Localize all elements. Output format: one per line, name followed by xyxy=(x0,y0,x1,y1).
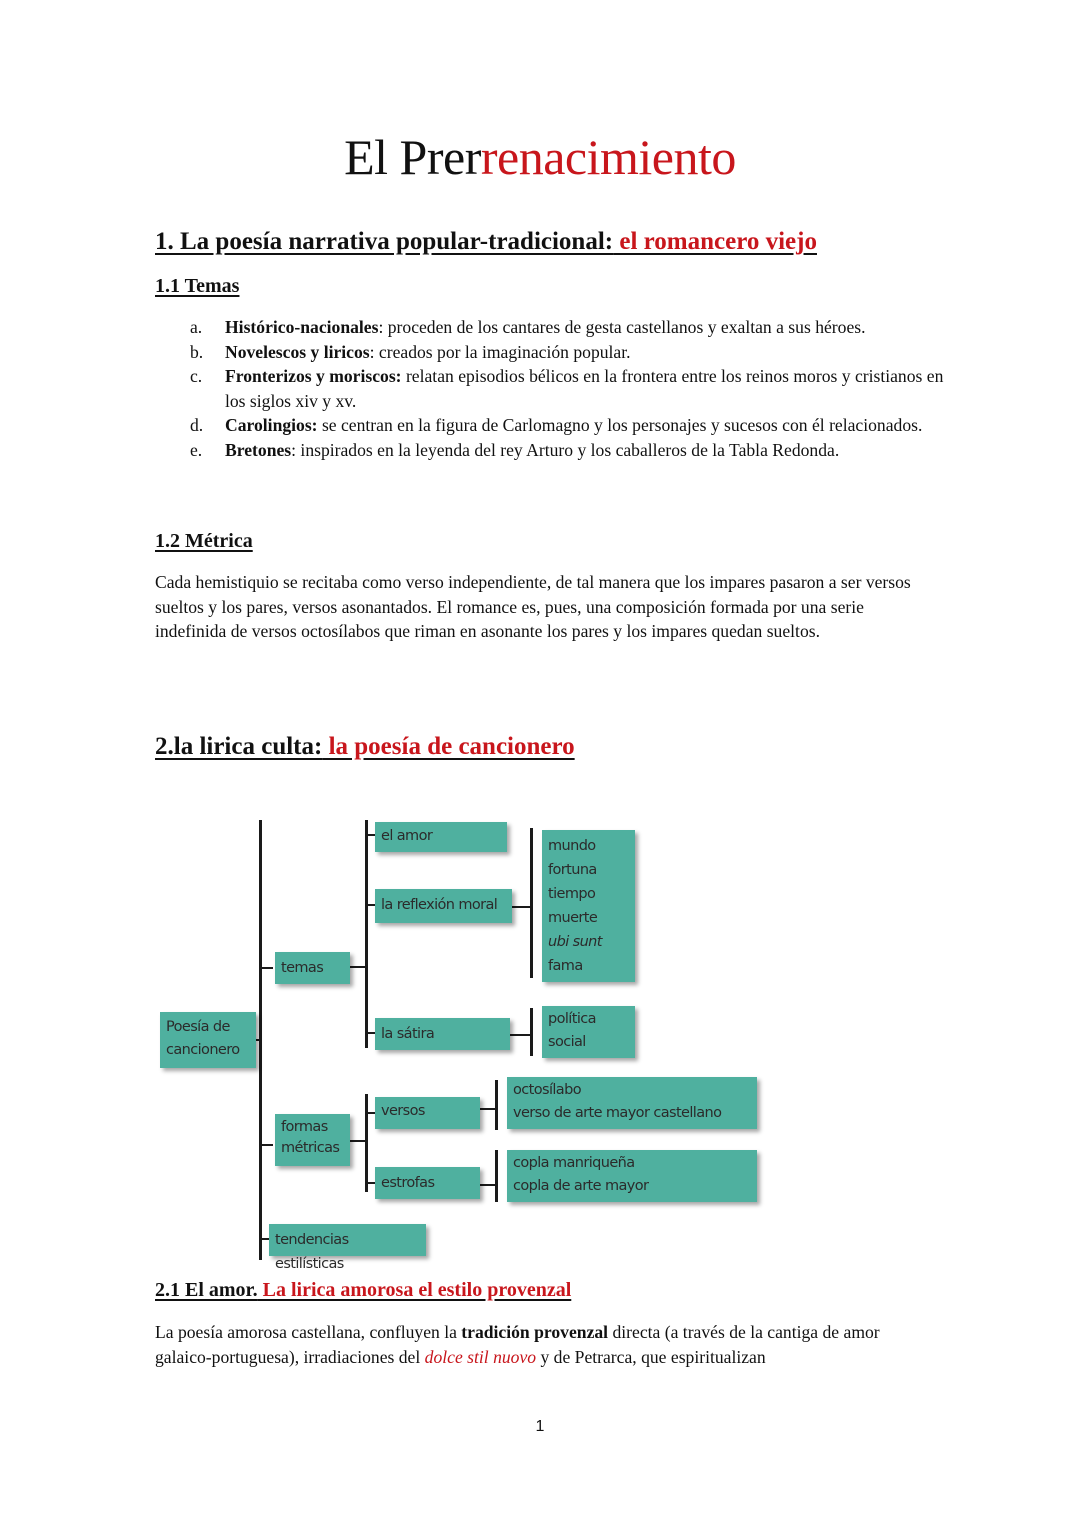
connector-line xyxy=(365,1032,375,1034)
diagram-item: política xyxy=(548,1011,596,1027)
connector-line xyxy=(350,1140,366,1142)
section-2-heading-black: 2.la lirica culta: xyxy=(155,733,323,760)
title-part-black: El Prer xyxy=(344,129,481,185)
subsection-amor-heading xyxy=(155,1279,571,1302)
diagram-item: fama xyxy=(548,958,583,974)
diagram-box-tendencias: tendencias estilísticas xyxy=(269,1224,426,1256)
list-item xyxy=(190,340,950,365)
diagram-box-reflexion-items xyxy=(542,830,635,982)
list-item xyxy=(190,438,950,463)
diagram-item: ubi sunt xyxy=(548,934,602,950)
amor-text: La poesía amorosa castellana, confluyen la xyxy=(155,1322,462,1342)
diagram-box-versos-items xyxy=(507,1077,757,1129)
diagram-box-temas: temas xyxy=(275,952,350,984)
amor-text-italic: dolce stil nuovo xyxy=(424,1346,537,1367)
list-item-text: se centran en la figura de Carlomagno y los personajes y sucesos con él relacionados. xyxy=(317,415,923,435)
page-title xyxy=(0,128,1080,186)
connector-line xyxy=(365,834,375,836)
connector-line xyxy=(510,1034,530,1036)
diagram-item: tiempo xyxy=(548,886,596,902)
list-item-text: : proceden de los cantares de gesta castellanos y exaltan a sus héroes. xyxy=(378,317,866,337)
diagram-box-reflexion-moral: la reflexión moral xyxy=(375,889,512,923)
diagram-formas-line2: métricas xyxy=(281,1140,340,1156)
connector-line xyxy=(480,1184,495,1186)
title-part-red: renacimiento xyxy=(480,129,736,185)
diagram-item: verso de arte mayor castellano xyxy=(513,1105,722,1121)
amor-text-bold: tradición provenzal xyxy=(461,1322,609,1342)
connector-line xyxy=(365,1112,375,1114)
list-marker: e. xyxy=(190,439,203,460)
diagram-root-line2: cancionero xyxy=(166,1042,240,1058)
section-1-heading-black: 1. La poesía narrativa popular-tradicional: xyxy=(155,228,614,255)
section-1-heading-red: el romancero viejo xyxy=(613,228,817,255)
list-item-text: relatan episodios bélicos en la frontera entre los reinos moros y cristianos en los siglos xiv y xv. xyxy=(225,366,944,411)
connector-line xyxy=(261,1144,273,1146)
diagram-box-formas-metricas xyxy=(275,1114,350,1166)
diagram-box-estrofas: estrofas xyxy=(375,1167,480,1199)
connector-line xyxy=(261,967,273,969)
diagram-item: fortuna xyxy=(548,862,597,878)
diagram-item: copla de arte mayor xyxy=(513,1178,649,1194)
list-item-text: : inspirados en la leyenda del rey Arturo y los caballeros de la Tabla Redonda. xyxy=(291,439,840,460)
list-item-term: Fronterizos y moriscos: xyxy=(225,366,402,386)
cancionero-diagram xyxy=(155,812,775,1272)
list-item xyxy=(190,315,950,340)
list-item xyxy=(190,413,950,438)
connector-line xyxy=(365,1094,368,1192)
list-marker: a. xyxy=(190,317,203,337)
list-item-term: Novelescos y liricos xyxy=(225,341,370,362)
temas-list xyxy=(190,315,950,462)
list-marker: d. xyxy=(190,415,204,435)
connector-line xyxy=(350,966,366,968)
diagram-box-el-amor: el amor xyxy=(375,822,507,852)
connector-line xyxy=(365,820,368,1048)
diagram-root-line1: Poesía de xyxy=(166,1019,230,1035)
list-item-text: : creados por la imaginación popular. xyxy=(369,341,631,362)
list-item xyxy=(190,364,950,413)
list-item-term: Histórico-nacionales xyxy=(225,317,379,337)
connector-line xyxy=(365,1182,375,1184)
amor-text: y de Petrarca, que espiritualizan xyxy=(536,1346,766,1367)
subsection-temas-heading: 1.1 Temas xyxy=(155,275,240,297)
connector-line xyxy=(480,1108,495,1110)
amor-paragraph xyxy=(155,1320,925,1369)
amor-text: directa (a través de la cantiga de amor galaico-portuguesa), irradiaciones del xyxy=(155,1322,880,1367)
connector-line xyxy=(495,1150,498,1202)
connector-line xyxy=(530,828,533,978)
connector-line xyxy=(365,904,375,906)
diagram-box-estrofas-items xyxy=(507,1150,757,1202)
diagram-box-versos: versos xyxy=(375,1097,480,1129)
diagram-item: octosílabo xyxy=(513,1082,581,1098)
diagram-item: copla manriqueña xyxy=(513,1155,635,1171)
subsection-amor-heading-black: 2.1 El amor. xyxy=(155,1279,258,1301)
metrica-paragraph: Cada hemistiquio se recitaba como verso independiente, de tal manera que los impares pasaron a ser versos sueltos y los pares, versos asonantados. El romance es, pues, una composición formada por una serie indefinida de versos octosílabos que riman en asonante los pares y los impares quedan sueltos. xyxy=(155,572,911,641)
list-marker: c. xyxy=(190,366,203,386)
diagram-item: muerte xyxy=(548,910,598,926)
diagram-box-satira: la sátira xyxy=(375,1018,510,1050)
connector-line xyxy=(261,1238,269,1240)
connector-line xyxy=(512,906,530,908)
section-2-heading xyxy=(155,733,575,761)
diagram-item: mundo xyxy=(548,838,596,854)
subsection-amor-heading-red: La lirica amorosa el estilo provenzal xyxy=(257,1279,572,1301)
list-item-term: Bretones xyxy=(225,439,292,460)
diagram-item: social xyxy=(548,1034,586,1050)
section-2-heading-red: la poesía de cancionero xyxy=(322,733,575,760)
list-item-term: Carolingios: xyxy=(225,415,318,435)
page-number: 1 xyxy=(535,1418,545,1435)
connector-line xyxy=(530,1008,533,1056)
section-1-heading xyxy=(155,228,817,256)
subsection-metrica-heading: 1.2 Métrica xyxy=(155,530,253,552)
diagram-formas-line1: formas xyxy=(281,1119,328,1135)
diagram-box-satira-items xyxy=(542,1006,635,1058)
list-marker: b. xyxy=(190,341,204,362)
diagram-box-root xyxy=(160,1012,256,1068)
connector-line xyxy=(495,1080,498,1130)
